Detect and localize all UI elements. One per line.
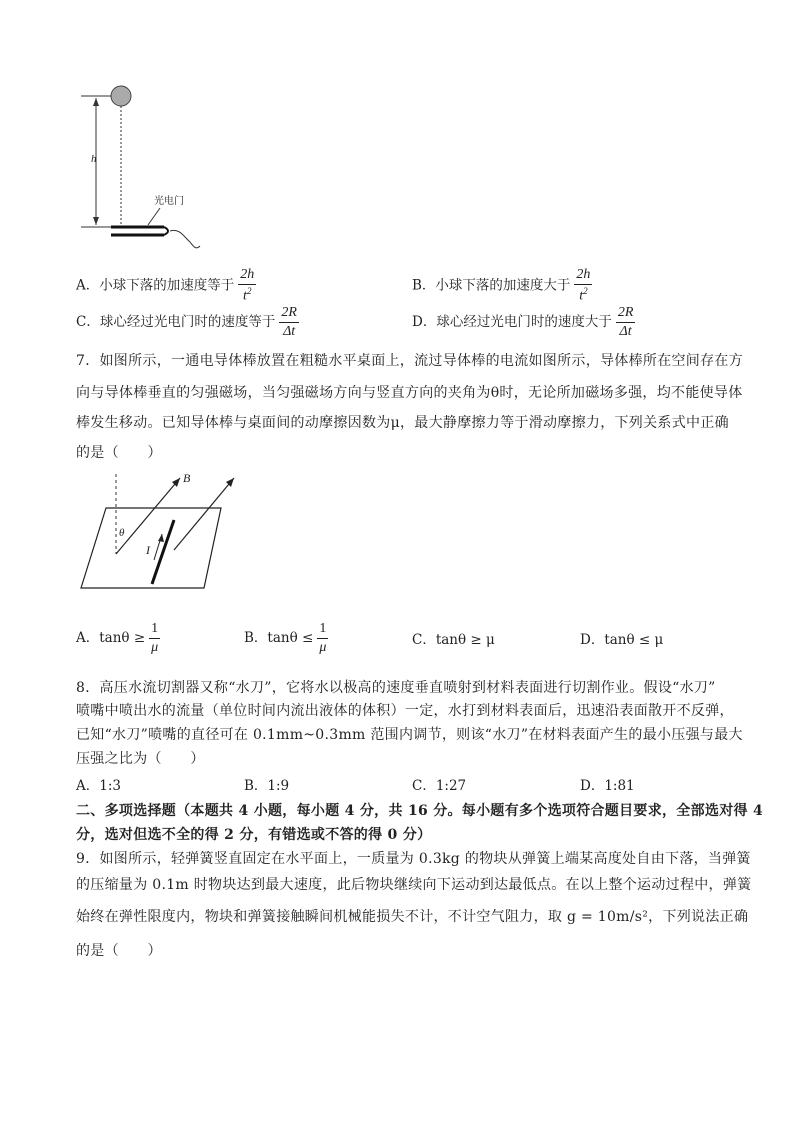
table-surface (81, 508, 221, 588)
q9-line-3: 始终在弹性限度内，物块和弹簧接触瞬间机械能损失不计，不计空气阻力，取 g = 10m/s²，下列说法正确 (76, 909, 749, 925)
q7-line-2: 向与导体棒垂直的匀强磁场，当匀强磁场方向与竖直方向的夹角为θ时，无论所加磁场多强，均不能使导体 (76, 385, 743, 401)
section2-heading-1: 二、多项选择题（本题共 4 小题，每小题 4 分，共 16 分。每小题有多个选项符合题目要求，全部选对得 4 (76, 803, 764, 819)
rod-field-figure (76, 470, 246, 600)
q6-option-d: D．球心经过光电门时的速度大于 $\frac{2R}{\Delta t}$ (412, 305, 634, 339)
q9-line-2: 的压缩量为 0.1m 时物块达到最大速度，此后物块继续向下运动到达最低点。在以上整个运动过程中，弹簧 (76, 877, 752, 893)
q8-line-1: 8．高压水流切割器又称“水刀”，它将水以极高的速度垂直喷射到材料表面进行切割作业。假设“水刀” (76, 680, 716, 696)
q7-option-d: D．tanθ ≤ μ (580, 632, 664, 648)
conductor-rod (152, 520, 174, 584)
q7-option-a: A．tanθ ≥ $\frac{1}{\mu}$ (76, 621, 159, 655)
ball (111, 86, 131, 106)
q6-option-b: B．小球下落的加速度大于 $\frac{2h}{t^2}$ (412, 267, 591, 304)
section2-heading-2: 分，选对但选不全的得 2 分，有错选或不答的得 0 分） (76, 827, 432, 843)
q6-option-a: A．小球下落的加速度等于 $\frac{2h}{t^2}$ (76, 267, 255, 304)
q8-option-d: D．1:81 (580, 778, 635, 794)
photogate-label: 光电门 (154, 196, 184, 207)
q7-line-3: 棒发生移动。已知导体棒与桌面间的动摩擦因数为μ，最大静摩擦力等于滑动摩擦力，下列关系式中正确 (76, 415, 729, 431)
current-label: I (146, 543, 150, 557)
q8-line-3: 已知“水刀”喷嘴的直径可在 0.1mm~0.3mm 范围内调节，则该“水刀”在材料表面产生的最小压强与最大 (76, 727, 743, 743)
q9-line-4: 的是（ ） (76, 943, 162, 959)
height-label: h (91, 153, 97, 165)
ball-drop-figure (76, 82, 216, 254)
q9-line-1: 9．如图所示，轻弹簧竖直固定在水平面上，一质量为 0.3kg 的物块从弹簧上端某高度处自由下落，当弹簧 (76, 851, 751, 867)
q6-option-c: C．球心经过光电门时的速度等于 $\frac{2R}{\Delta t}$ (76, 305, 297, 339)
q7-option-c: C．tanθ ≥ μ (412, 632, 495, 648)
q7-option-b: B．tanθ ≤ $\frac{1}{\mu}$ (244, 621, 327, 655)
field-arrow-2 (174, 478, 234, 550)
q8-option-b: B．1:9 (244, 778, 290, 794)
q7-line-4: 的是（ ） (76, 445, 162, 461)
q8-option-c: C．1:27 (412, 778, 467, 794)
theta-label: θ (119, 527, 125, 539)
q8-line-2: 喷嘴中喷出水的流量（单位时间内流出液体的体积）一定，水打到材料表面后，迅速沿表面散开不反弹， (76, 703, 734, 719)
q8-option-a: A．1:3 (76, 778, 121, 794)
q8-line-4: 压强之比为（ ） (76, 751, 205, 767)
svg-text:B: B (183, 471, 191, 485)
q7-line-1: 7．如图所示，一通电导体棒放置在粗糙水平桌面上，流过导体棒的电流如图所示，导体棒所在空间存在方 (76, 353, 744, 369)
